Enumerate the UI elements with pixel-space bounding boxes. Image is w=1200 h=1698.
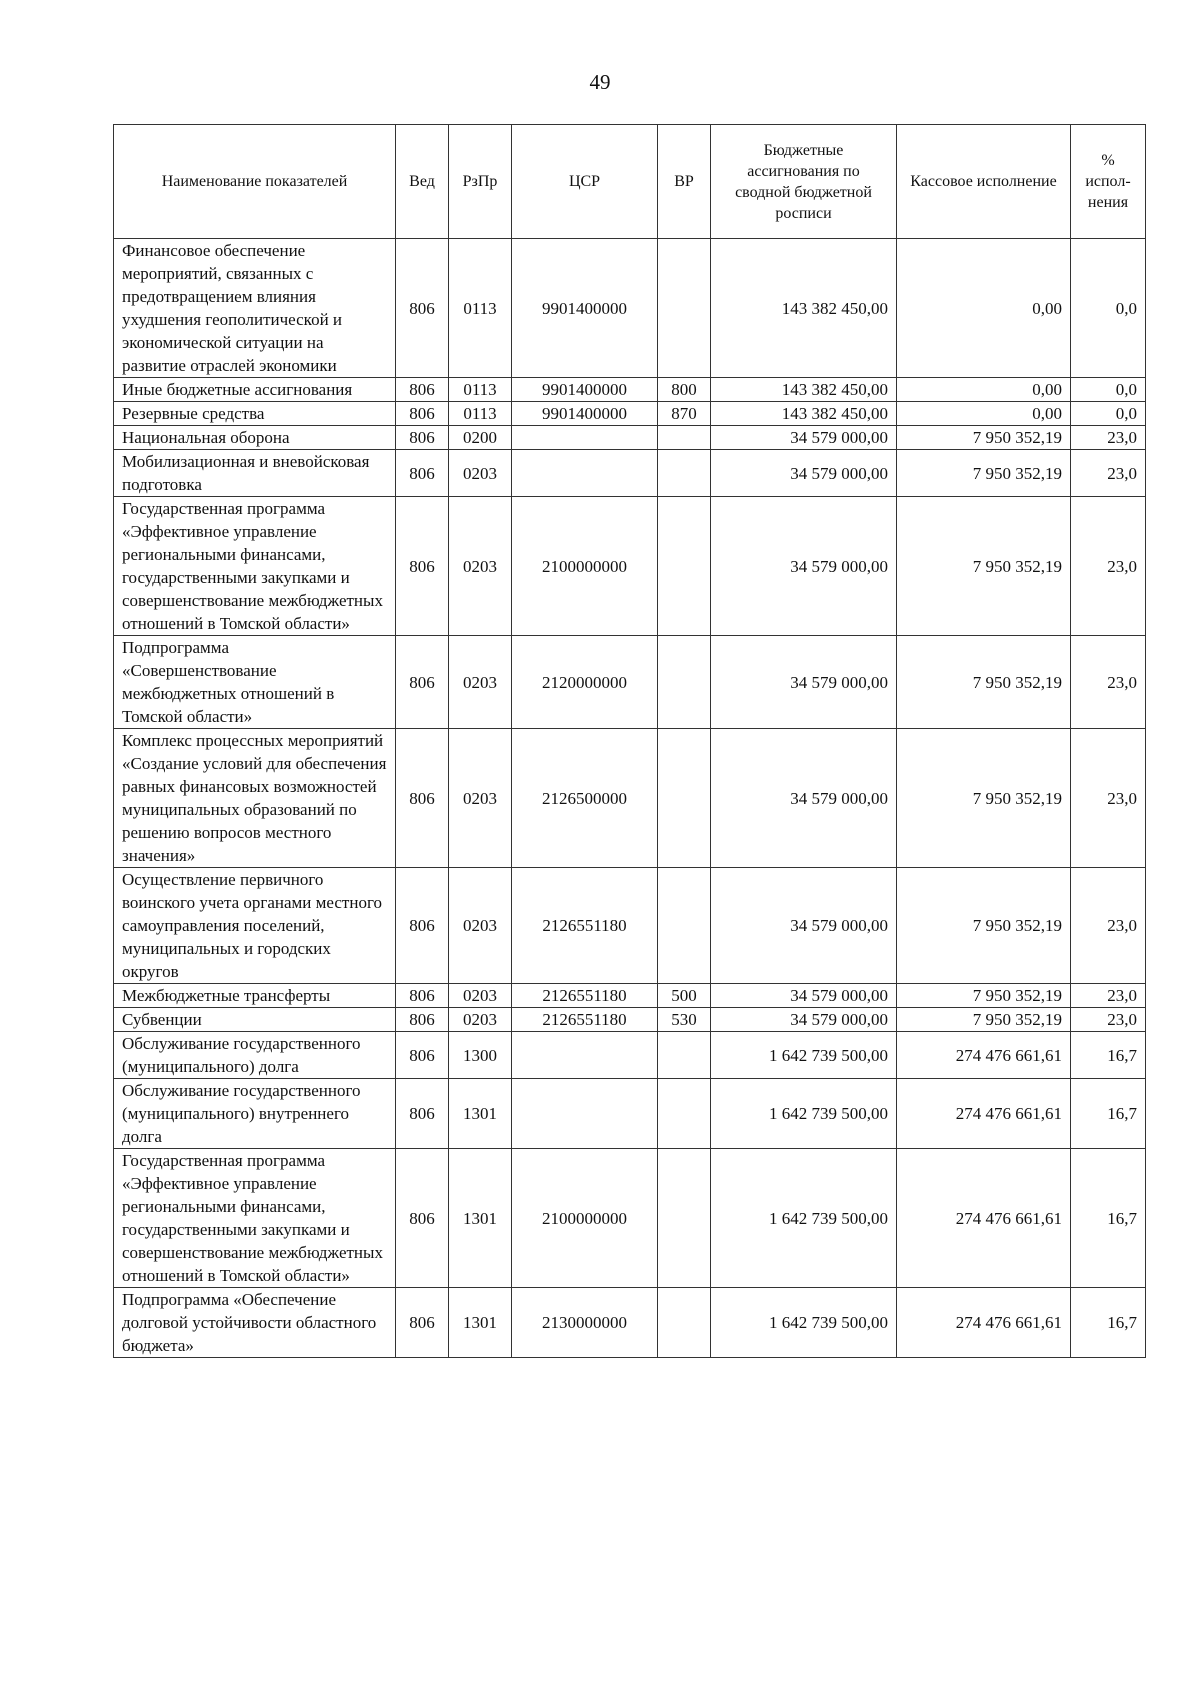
column-header-percent: % испол-нения [1071,125,1146,239]
cell-plan: 143 382 450,00 [711,378,897,402]
cell-plan: 34 579 000,00 [711,636,897,729]
page-number: 49 [589,70,611,94]
cell-csr: 2130000000 [512,1288,658,1358]
cell-fact: 7 950 352,19 [897,497,1071,636]
table-row [114,402,1146,426]
cell-rzpr: 0203 [449,497,512,636]
cell-percent: 0,0 [1071,239,1146,378]
cell-csr: 2100000000 [512,497,658,636]
cell-ved: 806 [396,984,449,1008]
cell-plan: 34 579 000,00 [711,868,897,984]
cell-name: Комплекс процессных мероприятий «Создание условий для обеспечения равных финансовых возможностей муниципальных образований по решению вопросов местного значения» [114,729,396,868]
cell-rzpr: 0203 [449,984,512,1008]
cell-csr: 9901400000 [512,239,658,378]
table-row [114,426,1146,450]
cell-plan: 1 642 739 500,00 [711,1079,897,1149]
cell-fact: 7 950 352,19 [897,729,1071,868]
column-header-plan: Бюджетные ассигнования по сводной бюджетной росписи [711,125,897,239]
cell-vr [658,729,711,868]
cell-name: Субвенции [114,1008,396,1032]
cell-vr: 800 [658,378,711,402]
table-row [114,239,1146,378]
cell-vr: 500 [658,984,711,1008]
budget-execution-table [113,124,1146,1358]
cell-rzpr: 0203 [449,636,512,729]
column-header-ved: Вед [396,125,449,239]
cell-csr: 9901400000 [512,402,658,426]
cell-percent: 23,0 [1071,984,1146,1008]
cell-plan: 1 642 739 500,00 [711,1032,897,1079]
cell-csr: 2126551180 [512,868,658,984]
cell-fact: 0,00 [897,402,1071,426]
cell-plan: 34 579 000,00 [711,1008,897,1032]
cell-ved: 806 [396,1008,449,1032]
cell-csr: 2126551180 [512,984,658,1008]
cell-ved: 806 [396,729,449,868]
cell-vr [658,1149,711,1288]
table-row [114,450,1146,497]
cell-ved: 806 [396,497,449,636]
cell-plan: 1 642 739 500,00 [711,1149,897,1288]
table-row [114,1008,1146,1032]
cell-fact: 7 950 352,19 [897,426,1071,450]
cell-fact: 7 950 352,19 [897,868,1071,984]
table-row [114,497,1146,636]
cell-csr: 2100000000 [512,1149,658,1288]
cell-csr [512,1079,658,1149]
column-header-rzpr: РзПр [449,125,512,239]
cell-rzpr: 0113 [449,239,512,378]
cell-ved: 806 [396,1032,449,1079]
cell-name: Иные бюджетные ассигнования [114,378,396,402]
cell-vr [658,1079,711,1149]
cell-fact: 7 950 352,19 [897,1008,1071,1032]
cell-vr [658,1288,711,1358]
cell-csr [512,450,658,497]
cell-ved: 806 [396,1079,449,1149]
cell-percent: 16,7 [1071,1288,1146,1358]
cell-name: Подпрограмма «Совершенствование межбюджетных отношений в Томской области» [114,636,396,729]
cell-name: Осуществление первичного воинского учета органами местного самоуправления поселений, муниципальных и городских округов [114,868,396,984]
cell-rzpr: 1301 [449,1149,512,1288]
cell-plan: 1 642 739 500,00 [711,1288,897,1358]
table-row [114,1288,1146,1358]
cell-percent: 0,0 [1071,378,1146,402]
cell-vr [658,636,711,729]
cell-vr [658,497,711,636]
cell-rzpr: 0203 [449,868,512,984]
cell-percent: 23,0 [1071,1008,1146,1032]
cell-name: Государственная программа «Эффективное управление региональными финансами, государственными закупками и совершенствование межбюджетных отношений в Томской области» [114,1149,396,1288]
cell-fact: 274 476 661,61 [897,1032,1071,1079]
cell-rzpr: 0113 [449,402,512,426]
cell-csr: 2126500000 [512,729,658,868]
cell-ved: 806 [396,636,449,729]
cell-name: Обслуживание государственного (муниципального) долга [114,1032,396,1079]
cell-vr [658,868,711,984]
cell-vr [658,1032,711,1079]
cell-plan: 34 579 000,00 [711,426,897,450]
table-row [114,1032,1146,1079]
cell-percent: 16,7 [1071,1079,1146,1149]
cell-plan: 34 579 000,00 [711,497,897,636]
column-header-fact: Кассовое исполнение [897,125,1071,239]
cell-percent: 23,0 [1071,450,1146,497]
cell-percent: 0,0 [1071,402,1146,426]
cell-percent: 16,7 [1071,1032,1146,1079]
table-row [114,984,1146,1008]
cell-fact: 274 476 661,61 [897,1079,1071,1149]
cell-percent: 23,0 [1071,729,1146,868]
table-row [114,1079,1146,1149]
cell-name: Обслуживание государственного (муниципального) внутреннего долга [114,1079,396,1149]
cell-name: Финансовое обеспечение мероприятий, связанных с предотвращением влияния ухудшения геополитической и экономической ситуации на развитие отраслей экономики [114,239,396,378]
table-row [114,378,1146,402]
cell-csr: 9901400000 [512,378,658,402]
cell-fact: 7 950 352,19 [897,984,1071,1008]
cell-csr [512,1032,658,1079]
cell-rzpr: 0200 [449,426,512,450]
column-header-csr: ЦСР [512,125,658,239]
table-row [114,636,1146,729]
cell-csr: 2120000000 [512,636,658,729]
cell-name: Резервные средства [114,402,396,426]
cell-plan: 34 579 000,00 [711,729,897,868]
cell-vr [658,426,711,450]
cell-name: Межбюджетные трансферты [114,984,396,1008]
cell-percent: 23,0 [1071,636,1146,729]
cell-vr [658,239,711,378]
cell-percent: 23,0 [1071,426,1146,450]
cell-csr [512,426,658,450]
cell-plan: 143 382 450,00 [711,239,897,378]
cell-rzpr: 0203 [449,450,512,497]
cell-rzpr: 0203 [449,1008,512,1032]
cell-vr [658,450,711,497]
cell-percent: 23,0 [1071,868,1146,984]
cell-rzpr: 1301 [449,1288,512,1358]
cell-fact: 0,00 [897,378,1071,402]
cell-ved: 806 [396,1288,449,1358]
cell-percent: 16,7 [1071,1149,1146,1288]
cell-fact: 7 950 352,19 [897,636,1071,729]
cell-vr: 870 [658,402,711,426]
cell-rzpr: 1300 [449,1032,512,1079]
table-row [114,729,1146,868]
cell-fact: 274 476 661,61 [897,1149,1071,1288]
column-header-vr: ВР [658,125,711,239]
table-row [114,868,1146,984]
cell-percent: 23,0 [1071,497,1146,636]
cell-ved: 806 [396,1149,449,1288]
cell-vr: 530 [658,1008,711,1032]
cell-name: Подпрограмма «Обеспечение долговой устойчивости областного бюджета» [114,1288,396,1358]
table-header-row [114,125,1146,239]
cell-ved: 806 [396,378,449,402]
cell-csr: 2126551180 [512,1008,658,1032]
cell-plan: 34 579 000,00 [711,450,897,497]
cell-fact: 7 950 352,19 [897,450,1071,497]
cell-plan: 34 579 000,00 [711,984,897,1008]
cell-ved: 806 [396,239,449,378]
cell-fact: 0,00 [897,239,1071,378]
table-row [114,1149,1146,1288]
cell-ved: 806 [396,450,449,497]
cell-name: Мобилизационная и вневойсковая подготовка [114,450,396,497]
cell-rzpr: 1301 [449,1079,512,1149]
cell-ved: 806 [396,868,449,984]
cell-rzpr: 0203 [449,729,512,868]
cell-ved: 806 [396,402,449,426]
cell-rzpr: 0113 [449,378,512,402]
cell-name: Национальная оборона [114,426,396,450]
cell-ved: 806 [396,426,449,450]
cell-plan: 143 382 450,00 [711,402,897,426]
cell-fact: 274 476 661,61 [897,1288,1071,1358]
column-header-name: Наименование показателей [114,125,396,239]
cell-name: Государственная программа «Эффективное управление региональными финансами, государственными закупками и совершенствование межбюджетных отношений в Томской области» [114,497,396,636]
